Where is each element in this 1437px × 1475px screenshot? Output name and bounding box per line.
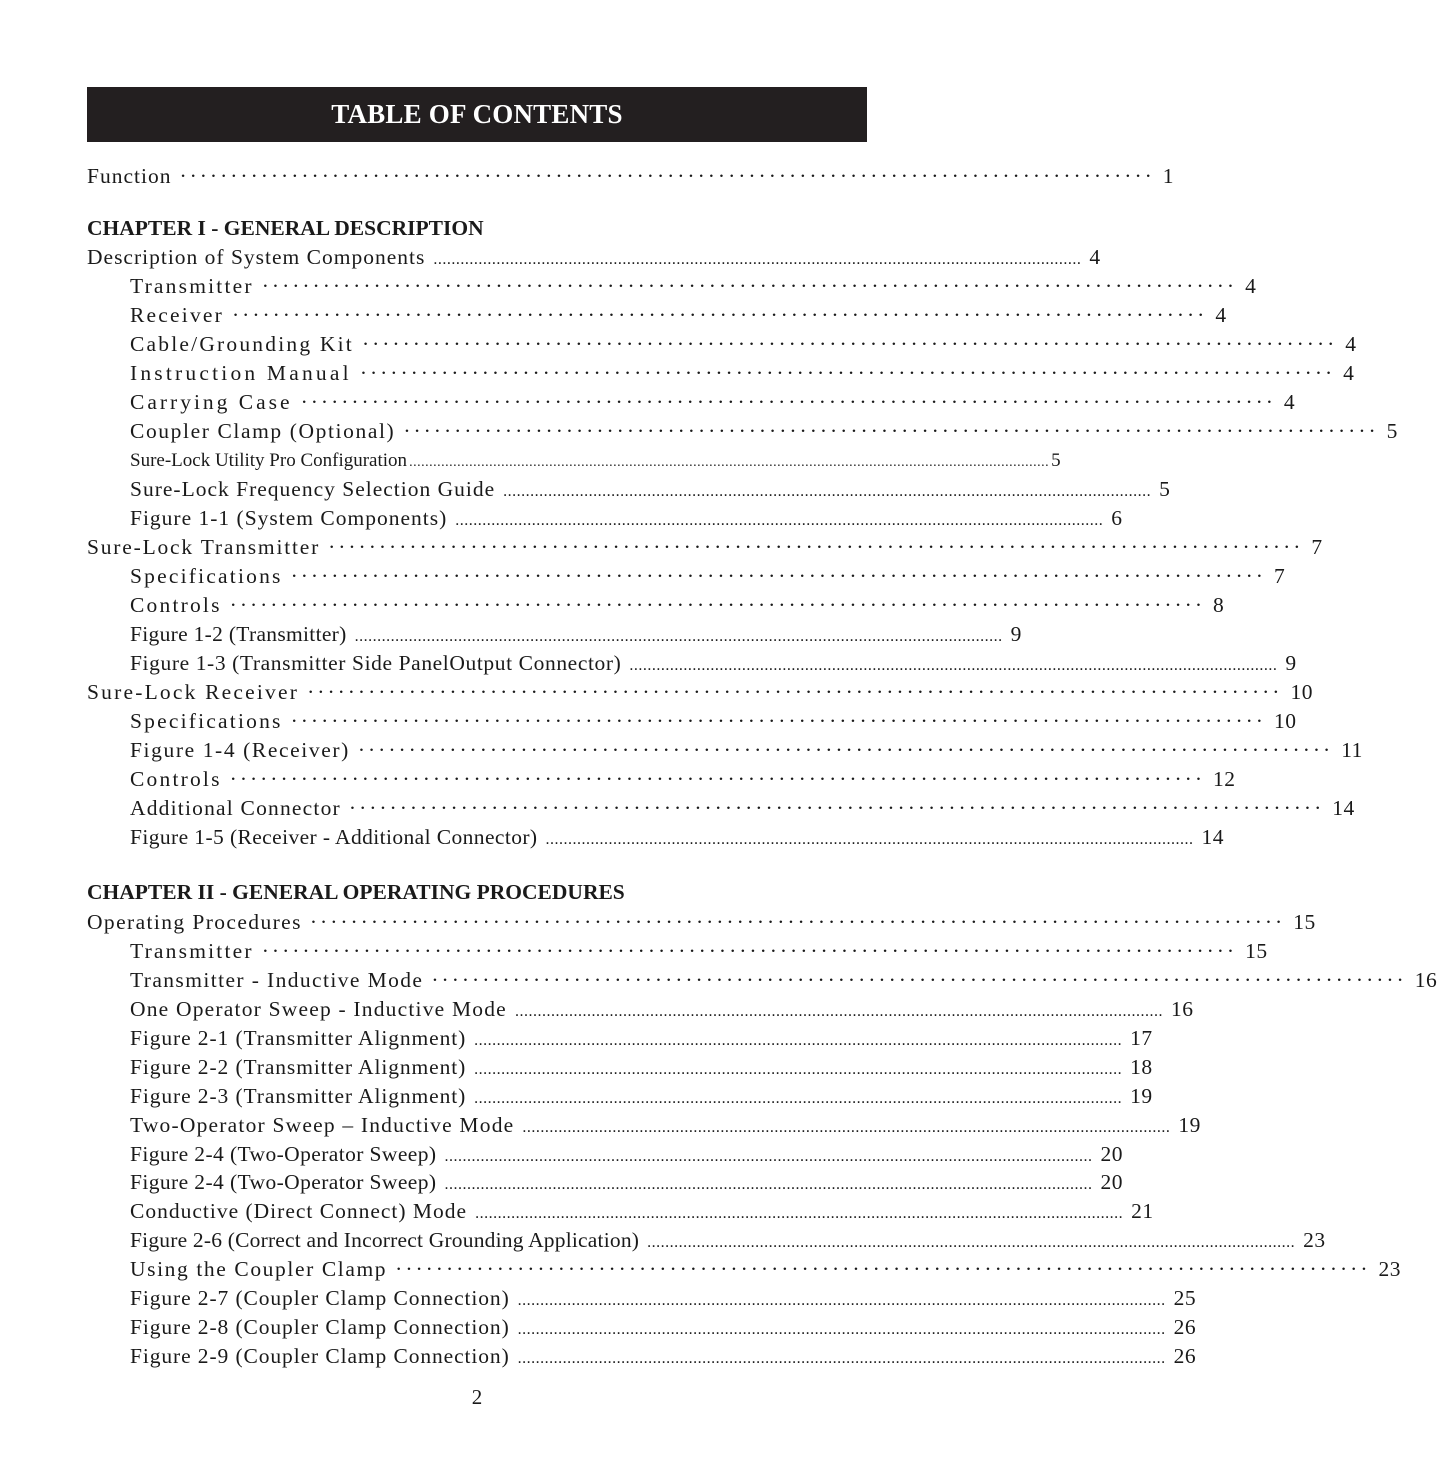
leader-dots: ................................................................................................................................................ xyxy=(517,1321,1166,1338)
leader-dots: ................................................................................................................................................ xyxy=(545,831,1194,848)
leader-dots: ································································································ xyxy=(229,593,1205,617)
toc-entry-label: Coupler Clamp (Optional) xyxy=(130,419,396,443)
toc-entry[interactable] xyxy=(130,1226,1326,1255)
toc-entry-page: 26 xyxy=(1173,1344,1197,1368)
leader-dots: ................................................................................................................................................ xyxy=(354,628,1003,645)
toc-entry-label: Figure 2-6 (Correct and Incorrect Grounding Application) xyxy=(130,1228,640,1252)
toc-entry-label: Figure 2-2 (Transmitter Alignment) xyxy=(130,1055,467,1079)
toc-entry-page: 7 xyxy=(1273,564,1286,588)
leader-dots: ................................................................................................................................................ xyxy=(474,1090,1123,1107)
toc-entry[interactable] xyxy=(130,272,1257,301)
toc-entry[interactable] xyxy=(130,736,1363,765)
toc-entry[interactable] xyxy=(130,1168,1123,1197)
toc-entry-label: Using the Coupler Clamp xyxy=(130,1257,388,1281)
leader-dots: ································································································ xyxy=(300,390,1276,414)
leader-dots: ................................................................................................................................................ xyxy=(522,1119,1171,1136)
chapter-heading-1: CHAPTER I - GENERAL DESCRIPTION xyxy=(87,216,484,240)
toc-entry-label: Additional Connector xyxy=(130,796,341,820)
toc-entry-page: 15 xyxy=(1293,910,1316,934)
toc-entry-label: Controls xyxy=(130,767,222,791)
leader-dots: ································································································ xyxy=(232,303,1208,327)
leader-dots: ································································································ xyxy=(357,738,1334,762)
toc-entry-label: Figure 2-1 (Transmitter Alignment) xyxy=(130,1026,467,1050)
toc-entry[interactable] xyxy=(130,591,1225,620)
toc-entry-page: 25 xyxy=(1173,1286,1197,1310)
toc-entry[interactable] xyxy=(130,1140,1123,1169)
toc-entry-page: 20 xyxy=(1100,1142,1123,1166)
toc-entry-page: 19 xyxy=(1178,1113,1201,1137)
toc-entry-page: 5 xyxy=(1386,419,1398,443)
toc-entry-label: Cable/Grounding Kit xyxy=(130,332,354,356)
toc-entry-page: 11 xyxy=(1341,738,1363,762)
toc-entry[interactable] xyxy=(130,1111,1201,1140)
toc-entry-page: 12 xyxy=(1213,767,1236,791)
leader-dots: ································································································ xyxy=(359,361,1336,385)
toc-entry-page: 23 xyxy=(1303,1228,1326,1252)
toc-entry[interactable] xyxy=(130,1082,1153,1111)
leader-dots: ................................................................................................................................................ xyxy=(444,1148,1093,1165)
toc-title-banner xyxy=(87,87,867,142)
toc-entry-function[interactable] xyxy=(87,162,1175,191)
toc-entry[interactable] xyxy=(130,937,1268,966)
toc-entry-page: 15 xyxy=(1245,939,1268,963)
toc-entry-page: 4 xyxy=(1089,245,1101,269)
leader-dots: ································································································ xyxy=(309,910,1286,934)
leader-dots: ................................................................................................................................................ xyxy=(629,657,1278,674)
toc-entry[interactable] xyxy=(130,562,1286,591)
toc-entry-page: 1 xyxy=(1162,164,1175,188)
toc-entry[interactable] xyxy=(130,1284,1197,1313)
toc-entry[interactable] xyxy=(130,301,1227,330)
toc-entry[interactable] xyxy=(130,504,1123,533)
toc-entry[interactable] xyxy=(130,1053,1153,1082)
toc-entry-page: 16 xyxy=(1414,968,1437,992)
toc-entry-label: Sure-Lock Transmitter xyxy=(87,535,321,559)
leader-dots: ································································································ xyxy=(229,767,1205,791)
toc-entry-label: Carrying Case xyxy=(130,390,293,414)
leader-dots: ································································································ xyxy=(348,796,1325,820)
toc-entry-page: 18 xyxy=(1130,1055,1153,1079)
leader-dots: ................................................................................................................................................ xyxy=(475,1205,1124,1222)
toc-entry[interactable] xyxy=(130,446,1062,475)
leader-dots: ................................................................................................................................................ xyxy=(455,512,1104,529)
toc-entry[interactable] xyxy=(130,794,1355,823)
toc-entry-label: Figure 1-3 (Transmitter Side PanelOutput Connector) xyxy=(130,651,622,675)
toc-entry[interactable] xyxy=(87,678,1313,707)
toc-entry-page: 4 xyxy=(1245,274,1257,298)
toc-entry[interactable] xyxy=(130,359,1355,388)
toc-entry-label: One Operator Sweep - Inductive Mode xyxy=(130,997,507,1021)
toc-entry-label: Figure 1-2 (Transmitter) xyxy=(130,622,347,646)
toc-entry[interactable] xyxy=(130,1197,1154,1226)
toc-entry-label: Sure-Lock Utility Pro Configuration xyxy=(130,450,408,471)
toc-entry-label: Figure 2-4 (Two-Operator Sweep) xyxy=(130,1170,437,1194)
toc-entry-label: Figure 2-9 (Coupler Clamp Connection) xyxy=(130,1344,510,1368)
leader-dots: ································································································ xyxy=(431,968,1407,992)
toc-entry-page: 5 xyxy=(1051,450,1062,471)
leader-dots: ................................................................................................................................................ xyxy=(444,1176,1093,1193)
toc-entry[interactable] xyxy=(130,707,1297,736)
toc-entry[interactable] xyxy=(130,475,1171,504)
toc-entry-page: 4 xyxy=(1215,303,1227,327)
toc-entry-page: 14 xyxy=(1201,825,1224,849)
toc-entry-label: Transmitter - Inductive Mode xyxy=(130,968,424,992)
toc-entry-label: Two-Operator Sweep – Inductive Mode xyxy=(130,1113,515,1137)
leader-dots: ································································································ xyxy=(290,709,1266,733)
toc-entry-page: 4 xyxy=(1283,390,1296,414)
toc-entry-label: Figure 2-3 (Transmitter Alignment) xyxy=(130,1084,467,1108)
toc-entry[interactable] xyxy=(130,330,1357,359)
leader-dots: ................................................................................................................................................ xyxy=(647,1234,1296,1251)
toc-entry-page: 14 xyxy=(1332,796,1355,820)
leader-dots: ................................................................................................................................................ xyxy=(503,483,1152,500)
toc-entry-page: 26 xyxy=(1173,1315,1197,1339)
leader-dots: ································································································ xyxy=(261,939,1238,963)
toc-entry[interactable] xyxy=(130,620,1022,649)
toc-entry-page: 4 xyxy=(1343,361,1355,385)
leader-dots: ................................................................................................................................................................ xyxy=(409,455,1050,470)
toc-entry-page: 9 xyxy=(1285,651,1297,675)
leader-dots: ................................................................................................................................................ xyxy=(474,1032,1123,1049)
toc-entry-label: Function xyxy=(87,164,172,188)
leader-dots: ................................................................................................................................................ xyxy=(517,1350,1166,1367)
toc-entry-page: 7 xyxy=(1311,535,1323,559)
toc-entry-label: Figure 2-4 (Two-Operator Sweep) xyxy=(130,1142,437,1166)
leader-dots: ································································································ xyxy=(328,535,1304,559)
leader-dots: ································································································ xyxy=(179,164,1155,188)
leader-dots: ................................................................................................................................................ xyxy=(514,1003,1163,1020)
toc-entry[interactable] xyxy=(130,1342,1197,1371)
toc-entry-label: Transmitter xyxy=(130,274,254,298)
toc-entry[interactable] xyxy=(87,908,1316,937)
chapter-heading-2: CHAPTER II - GENERAL OPERATING PROCEDURES xyxy=(87,880,625,904)
toc-entry-page: 8 xyxy=(1213,593,1225,617)
toc-entry-label: Sure-Lock Receiver xyxy=(87,680,300,704)
toc-entry-page: 20 xyxy=(1100,1170,1123,1194)
leader-dots: ................................................................................................................................................ xyxy=(474,1061,1123,1078)
leader-dots: ································································································ xyxy=(395,1257,1371,1281)
toc-entry-label: Figure 1-4 (Receiver) xyxy=(130,738,350,762)
toc-entry-label: Sure-Lock Frequency Selection Guide xyxy=(130,477,496,501)
toc-entry-page: 10 xyxy=(1273,709,1297,733)
toc-title: TABLE OF CONTENTS xyxy=(331,99,623,129)
toc-entry[interactable] xyxy=(87,243,1101,272)
leader-dots: ································································································ xyxy=(361,332,1338,356)
toc-entry-label: Controls xyxy=(130,593,222,617)
toc-entry-page: 5 xyxy=(1159,477,1171,501)
toc-entry-page: 16 xyxy=(1170,997,1194,1021)
toc-entry[interactable] xyxy=(130,388,1296,417)
toc-entry[interactable] xyxy=(130,966,1437,995)
toc-entry-page: 9 xyxy=(1010,622,1022,646)
toc-entry[interactable] xyxy=(130,1255,1401,1284)
toc-entry-label: Receiver xyxy=(130,303,224,327)
toc-entry[interactable] xyxy=(130,649,1297,678)
toc-entry[interactable] xyxy=(130,417,1398,446)
toc-entry-label: Specifications xyxy=(130,709,283,733)
toc-entry-page: 4 xyxy=(1345,332,1357,356)
toc-entry-label: Operating Procedures xyxy=(87,910,302,934)
toc-entry[interactable] xyxy=(130,823,1224,852)
toc-entry[interactable] xyxy=(130,1313,1197,1342)
toc-entry-page: 23 xyxy=(1378,1257,1401,1281)
toc-entry-label: Specifications xyxy=(130,564,283,588)
toc-entry-label: Conductive (Direct Connect) Mode xyxy=(130,1199,468,1223)
toc-entry-label: Figure 1-1 (System Components) xyxy=(130,506,448,530)
leader-dots: ................................................................................................................................................ xyxy=(517,1292,1166,1309)
toc-entry-page: 10 xyxy=(1290,680,1313,704)
toc-entry-label: Figure 2-7 (Coupler Clamp Connection) xyxy=(130,1286,510,1310)
toc-entry-page: 19 xyxy=(1130,1084,1153,1108)
leader-dots: ································································································ xyxy=(403,419,1379,443)
toc-entry[interactable] xyxy=(130,765,1236,794)
toc-entry-label: Description of System Components xyxy=(87,245,426,269)
toc-entry-label: Figure 1-5 (Receiver - Additional Connector) xyxy=(130,825,538,849)
page-number: 2 xyxy=(471,1385,483,1409)
leader-dots: ································································································ xyxy=(307,680,1283,704)
leader-dots: ................................................................................................................................................ xyxy=(433,251,1082,268)
toc-entry-label: Transmitter xyxy=(130,939,254,963)
toc-entry[interactable] xyxy=(130,1024,1153,1053)
toc-entry-page: 21 xyxy=(1131,1199,1154,1223)
leader-dots: ································································································ xyxy=(290,564,1266,588)
toc-entry[interactable] xyxy=(130,995,1194,1024)
toc-entry-page: 6 xyxy=(1111,506,1123,530)
leader-dots: ································································································ xyxy=(261,274,1238,298)
toc-entry-label: Instruction Manual xyxy=(130,361,352,385)
toc-entry-page: 17 xyxy=(1130,1026,1153,1050)
toc-entry-label: Figure 2-8 (Coupler Clamp Connection) xyxy=(130,1315,510,1339)
toc-entry[interactable] xyxy=(87,533,1323,562)
